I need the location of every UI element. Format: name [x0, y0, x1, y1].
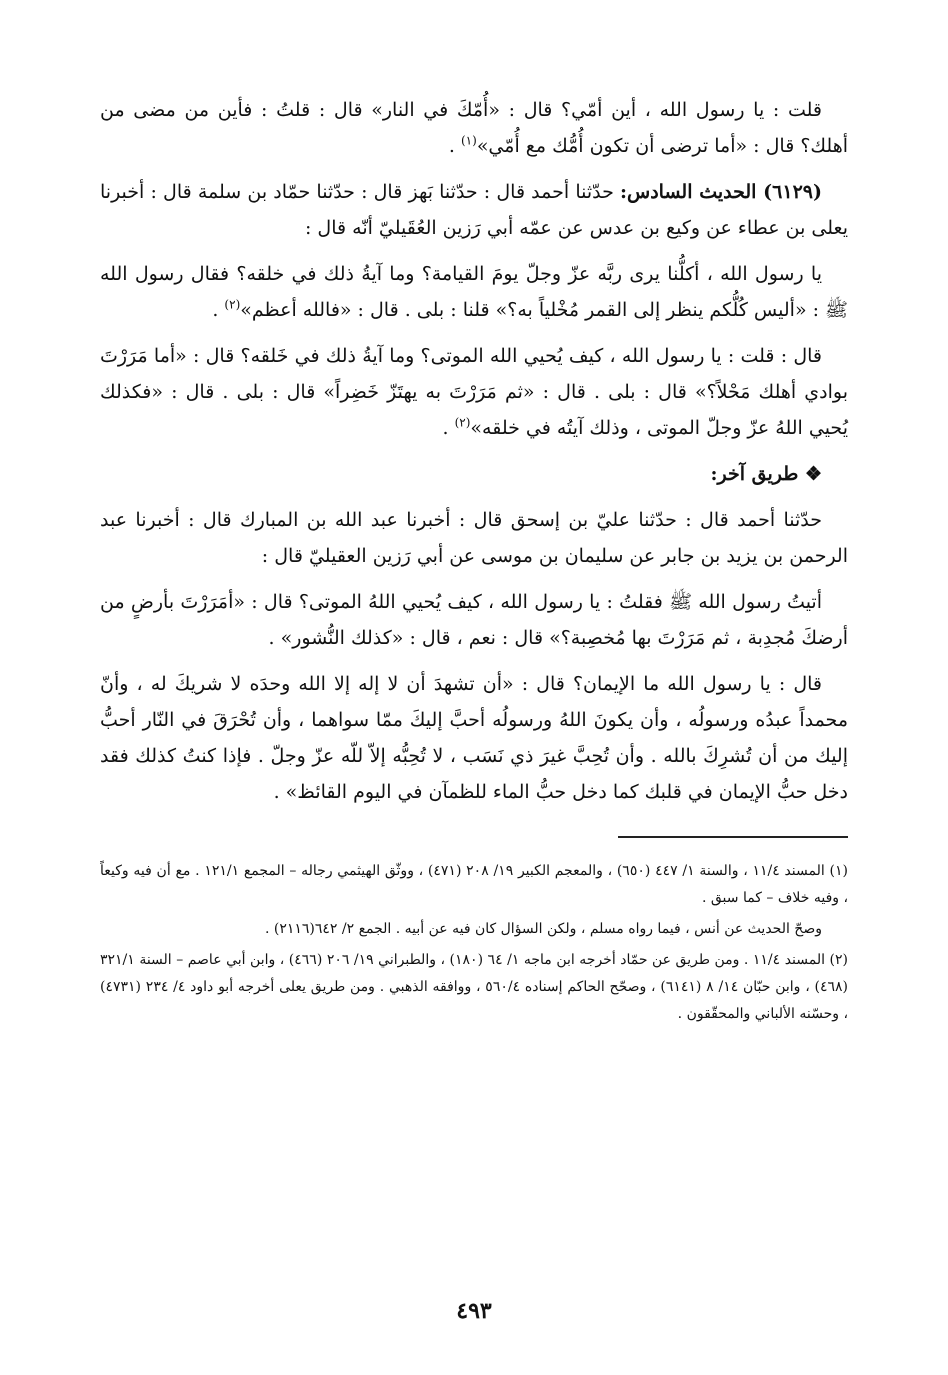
footnote-divider	[618, 836, 848, 838]
paragraph-4-end: .	[442, 417, 455, 439]
paragraph-4	[100, 338, 848, 446]
paragraph-7	[100, 666, 848, 810]
hadith-6129-text: حدّثنا أحمد قال : حدّثنا بَهز قال : حدّثنا حمّاد بن سلمة قال : أخبرنا يعلى بن عطاء عن وكيع بن عدس عن عمّه أبي رَزين العُقَيليّ أنّه قال :	[100, 181, 848, 239]
footnote-ref-2b: (٢)	[454, 415, 471, 430]
paragraph-3-end: .	[212, 299, 225, 321]
footnote-1-continued: وصحّ الحديث عن أنس ، فيما رواه مسلم ، ولكن السؤال كان فيه عن أبيه . الجمع ٢/ ٦٤٢(٢١١٦) .	[264, 921, 822, 937]
paragraph-1-end: .	[448, 135, 461, 157]
hadith-6129-label: (٦١٢٩) الحديث السادس:	[620, 181, 822, 203]
paragraph-6	[100, 584, 848, 656]
paragraph-5-text: حدّثنا أحمد قال : حدّثنا عليّ بن إسحق قال : أخبرنا عبد الله بن المبارك قال : أخبرنا عبد الرحمن بن يزيد بن جابر عن سليمان بن موسى عن أبي رَزين العقيليّ قال :	[100, 509, 848, 567]
paragraph-1-text: قلت : يا رسول الله ، أين أمّي؟ قال : «أُمّكَ في النار» قال : قلتُ : فأين من مضى من أهلك؟ قال : «أما ترضى أن تكون أُمُّك مع أُمّي»	[100, 99, 848, 157]
paragraph-3-text: يا رسول الله ، أكلُّنا يرى ربَّه عزّ وجلّ يومَ القيامة؟ وما آيةُ ذلك في خلقه؟ فقال رسول الله ﷺ : «أليس كُلُّكم ينظر إلى القمر مُخْلياً به؟» قلنا : بلى . قال : «فالله أعظم»	[100, 263, 848, 321]
page-number: ٤٩٣	[456, 1298, 492, 1324]
paragraph-7-text: قال : يا رسول الله ما الإيمان؟ قال : «أن تشهدَ أن لا إله إلا الله وحدَه لا شريكَ له ، وأنّ محمداً عبدُه ورسولُه ، وأن يكونَ اللهُ ورسولُه أحبَّ إليكَ ممّا سواهما ، وأن تُحْرَقَ في النّار أحبُّ إليك من أن تُشرِكَ بالله . وأن تُحِبَّ غيرَ ذي نَسَب ، لا تُحِبُّه إلاّ للّه عزّ وجلّ . فإذا كنتُ كذلك فقد دخل حبُّ الإيمان في قلبك كما دخل حبُّ الماء للظمآن في اليوم القائظ» .	[100, 673, 848, 803]
page-body	[100, 92, 848, 1032]
paragraph-5	[100, 502, 848, 574]
footnote-ref-2: (٢)	[224, 297, 241, 312]
footnote-2: (٢) المسند ١١/٤ . ومن طريق عن حمّاد أخرجه ابن ماجه ١/ ٦٤ (١٨٠) ، والطبراني ١٩/ ٢٠٦ (٤٦٦) ، وابن أبي عاصم – السنة ٣٢١/١ (٤٦٨) ، وابن حبّان ١٤/ ٨ (٦١٤١) ، وصحّح الحاكم إسناده ٥٦٠/٤ ، ووافقه الذهبي . ومن طريق يعلى أخرجه أبو داود ٤/ ٢٣٤ (٤٧٣١) ، وحسّنه الألباني والمحقّقون .	[100, 952, 848, 1022]
section-heading: ❖ طريق آخر:	[710, 463, 822, 485]
footnote-1: (١) المسند ١١/٤ ، والسنة ١/ ٤٤٧ (٦٥٠) ، والمعجم الكبير ١٩/ ٢٠٨ (٤٧١) ، ووثّق الهيثمي رجاله – المجمع ١٢١/١ . مع أن فيه وكيعاً ، وفيه خلاف – كما سبق .	[100, 863, 848, 906]
paragraph-4-text: قال : قلت : يا رسول الله ، كيف يُحيي الله الموتى؟ وما آيةُ ذلك في خَلقه؟ قال : «أما مَرَرْتَ بوادي أهلك مَحْلاً؟» قال : بلى . قال : «ثم مَرَرْتَ به يهتَزّ خَضِراً» قال : بلى . قال : «فكذلك يُحيي اللهُ عزّ وجلّ الموتى ، وذلك آيتُه في خلقه»	[100, 345, 848, 439]
footnote-ref-1: (١)	[460, 133, 477, 148]
paragraph-6-text: أتيتُ رسول الله ﷺ فقلتُ : يا رسول الله ، كيف يُحيي اللهُ الموتى؟ قال : «أمَرَرْتَ بأرضٍ من أرضكَ مُجدِبة ، ثم مَرَرْتَ بها مُخصِبة؟» قال : نعم ، قال : «كذلك النُّشور» .	[100, 591, 848, 649]
hadith-6129	[100, 174, 848, 246]
paragraph-1	[100, 92, 848, 164]
paragraph-3	[100, 256, 848, 328]
